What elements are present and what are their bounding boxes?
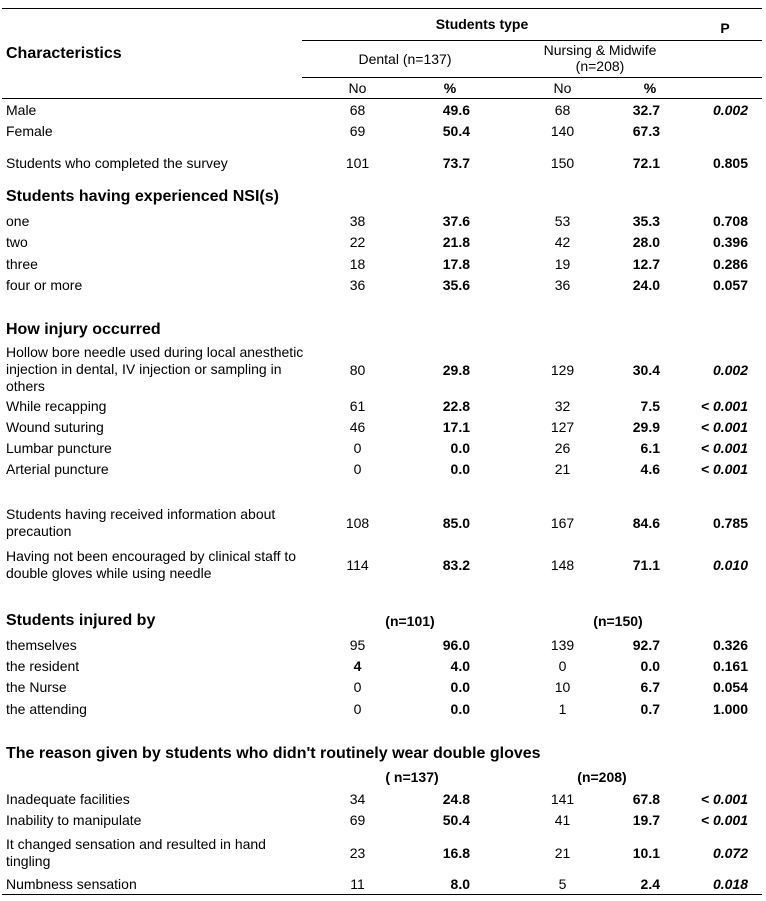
nursing-pct: 72.1 — [632, 155, 660, 171]
nursing-no: 150 — [550, 155, 575, 171]
p-value: 0.018 — [712, 876, 748, 892]
nursing-no: 5 — [558, 876, 567, 892]
nursing-pct: 35.3 — [632, 213, 660, 229]
nursing-pct: 32.7 — [632, 102, 660, 118]
dental-no: 46 — [349, 419, 366, 435]
row-label: four or more — [6, 277, 83, 293]
dental-no: 38 — [349, 213, 366, 229]
nursing-no: 36 — [554, 277, 571, 293]
row-label: Female — [6, 123, 53, 139]
dental-n-label: (n=101) — [385, 613, 435, 629]
dental-pct: 29.8 — [442, 362, 470, 378]
dental-pct: 17.8 — [442, 256, 470, 272]
p-value: 0.072 — [712, 845, 748, 861]
header-bottom-rule — [2, 98, 762, 99]
dental-pct: 96.0 — [442, 637, 470, 653]
dental-no: 34 — [349, 791, 366, 807]
students-type-heading: Students type — [435, 16, 529, 32]
row-label: Hollow bore needle used during local anesthetic injection in dental, IV injection or sampling in others — [6, 344, 304, 394]
nursing-no: 32 — [554, 398, 571, 414]
nursing-no: 42 — [554, 234, 571, 250]
row-label: Having not been encouraged by clinical staff to double gloves while using needle — [6, 548, 297, 581]
dental-pct: 22.8 — [442, 398, 470, 414]
nursing-pct: 67.3 — [632, 123, 660, 139]
dental-pct: 49.6 — [442, 102, 470, 118]
dental-heading: Dental (n=137) — [358, 51, 452, 67]
nursing-no: 139 — [550, 637, 575, 653]
p-value: 0.054 — [712, 679, 748, 695]
nursing-pct: 12.7 — [632, 256, 660, 272]
dental-no: 0 — [353, 701, 362, 717]
nursing-no: 26 — [554, 440, 571, 456]
row-label: Arterial puncture — [6, 461, 109, 477]
nursing-n-label: (n=150) — [593, 613, 643, 629]
dental-pct: 35.6 — [442, 277, 470, 293]
characteristics-heading: Characteristics — [6, 45, 122, 62]
row-label: Students having received information about precaution — [6, 506, 276, 539]
nursing-pct: 28.0 — [632, 234, 660, 250]
nursing-pct: 2.4 — [640, 876, 660, 892]
p-value: 0.286 — [712, 256, 748, 272]
nursing-no: 167 — [550, 515, 575, 531]
dental-no: 101 — [345, 155, 370, 171]
row-label: one — [6, 213, 30, 229]
nursing-no: 21 — [554, 461, 571, 477]
p-value: 0.010 — [712, 557, 748, 573]
row-label: It changed sensation and resulted in hand tingling — [6, 836, 266, 869]
dental-no: 0 — [353, 461, 362, 477]
top-rule — [2, 8, 762, 9]
nursing-pct: 84.6 — [632, 515, 660, 531]
dental-no: 80 — [349, 362, 366, 378]
nursing-pct: 0.7 — [640, 701, 660, 717]
dental-pct: 50.4 — [442, 812, 470, 828]
dental-no-heading: No — [348, 80, 367, 96]
nursing-no: 21 — [554, 845, 571, 861]
dental-pct: 24.8 — [442, 791, 470, 807]
nursing-pct: 7.5 — [640, 398, 660, 414]
section-heading: Students injured by — [6, 612, 156, 629]
nursing-pct: 30.4 — [632, 362, 660, 378]
p-value: 0.785 — [712, 515, 748, 531]
nursing-no: 127 — [550, 419, 575, 435]
dental-pct: 83.2 — [442, 557, 470, 573]
row-label: themselves — [6, 637, 77, 653]
p-value: 0.708 — [712, 213, 748, 229]
nursing-no: 53 — [554, 213, 571, 229]
nursing-no: 129 — [550, 362, 575, 378]
dental-no: 95 — [349, 637, 366, 653]
row-label: three — [6, 256, 38, 272]
dental-no: 22 — [349, 234, 366, 250]
dental-no: 68 — [349, 102, 366, 118]
bottom-rule — [2, 894, 762, 895]
dental-no: 4 — [353, 658, 362, 674]
nursing-no: 10 — [554, 679, 571, 695]
p-heading: P — [720, 20, 730, 36]
row-label: Lumbar puncture — [6, 440, 112, 456]
dental-pct: 0.0 — [450, 440, 470, 456]
p-value: 0.002 — [712, 102, 748, 118]
dental-n-label: ( n=137) — [385, 769, 439, 785]
nursing-pct: 29.9 — [632, 419, 660, 435]
dental-pct-heading: % — [443, 80, 457, 96]
row-label: Inadequate facilities — [6, 791, 130, 807]
p-value: 0.002 — [712, 362, 748, 378]
dental-pct: 16.8 — [442, 845, 470, 861]
row-label: the Nurse — [6, 679, 67, 695]
row-label: Numbness sensation — [6, 876, 137, 892]
row-label: While recapping — [6, 398, 107, 414]
p-value: 0.057 — [712, 277, 748, 293]
dental-pct: 4.0 — [450, 658, 470, 674]
nursing-heading: Nursing & Midwife (n=208) — [543, 42, 657, 74]
nursing-pct: 4.6 — [640, 461, 660, 477]
dental-pct: 0.0 — [450, 461, 470, 477]
nursing-pct-heading: % — [643, 80, 657, 96]
p-value: 0.161 — [712, 658, 748, 674]
p-value: 1.000 — [712, 701, 748, 717]
nursing-pct: 92.7 — [632, 637, 660, 653]
nursing-pct: 19.7 — [632, 812, 660, 828]
dental-no: 0 — [353, 679, 362, 695]
dental-pct: 0.0 — [450, 701, 470, 717]
row-label: Inability to manipulate — [6, 812, 142, 828]
nursing-no: 41 — [554, 812, 571, 828]
nursing-no: 148 — [550, 557, 575, 573]
nursing-no-heading: No — [553, 80, 572, 96]
dental-no: 114 — [346, 557, 369, 573]
dental-no: 108 — [345, 515, 370, 531]
dental-no: 11 — [350, 876, 365, 892]
p-value: < 0.001 — [700, 419, 748, 435]
p-value: < 0.001 — [700, 440, 748, 456]
nursing-no: 0 — [558, 658, 567, 674]
nursing-pct: 71.1 — [632, 557, 660, 573]
row-label: the resident — [6, 658, 80, 674]
p-value: < 0.001 — [700, 461, 748, 477]
nursing-pct: 24.0 — [632, 277, 660, 293]
dental-pct: 85.0 — [442, 515, 470, 531]
nursing-pct: 0.0 — [640, 658, 660, 674]
nursing-no: 68 — [554, 102, 571, 118]
row-label: Wound suturing — [6, 419, 104, 435]
dental-no: 69 — [349, 123, 366, 139]
subheader-rule — [302, 77, 762, 78]
dental-pct: 37.6 — [442, 213, 470, 229]
dental-no: 18 — [349, 256, 366, 272]
p-value: 0.396 — [712, 234, 748, 250]
nursing-pct: 10.1 — [632, 845, 660, 861]
p-value: < 0.001 — [700, 812, 748, 828]
dental-pct: 73.7 — [442, 155, 470, 171]
section-heading: Students having experienced NSI(s) — [6, 188, 279, 205]
p-value: 0.805 — [712, 155, 748, 171]
dental-no: 61 — [349, 398, 366, 414]
section-heading: The reason given by students who didn't routinely wear double gloves — [6, 745, 541, 762]
nursing-pct: 67.8 — [632, 791, 660, 807]
nursing-no: 1 — [558, 701, 567, 717]
dental-no: 23 — [349, 845, 366, 861]
nursing-no: 141 — [550, 791, 575, 807]
dental-pct: 8.0 — [450, 876, 470, 892]
dental-pct: 17.1 — [442, 419, 470, 435]
row-label: the attending — [6, 701, 87, 717]
dental-no: 0 — [353, 440, 362, 456]
p-value: < 0.001 — [700, 398, 748, 414]
p-value: < 0.001 — [700, 791, 748, 807]
nursing-pct: 6.1 — [640, 440, 660, 456]
dental-no: 69 — [349, 812, 366, 828]
nursing-no: 19 — [554, 256, 571, 272]
row-label: Students who completed the survey — [6, 155, 228, 171]
section-heading: How injury occurred — [6, 321, 161, 338]
dental-pct: 21.8 — [442, 234, 470, 250]
dental-pct: 50.4 — [442, 123, 470, 139]
row-label: two — [6, 234, 28, 250]
nursing-pct: 6.7 — [640, 679, 660, 695]
nursing-no: 140 — [550, 123, 575, 139]
dental-no: 36 — [349, 277, 366, 293]
students-type-rule — [302, 40, 762, 41]
dental-pct: 0.0 — [450, 679, 470, 695]
p-value: 0.326 — [712, 637, 748, 653]
nursing-n-label: (n=208) — [577, 769, 627, 785]
row-label: Male — [6, 102, 37, 118]
